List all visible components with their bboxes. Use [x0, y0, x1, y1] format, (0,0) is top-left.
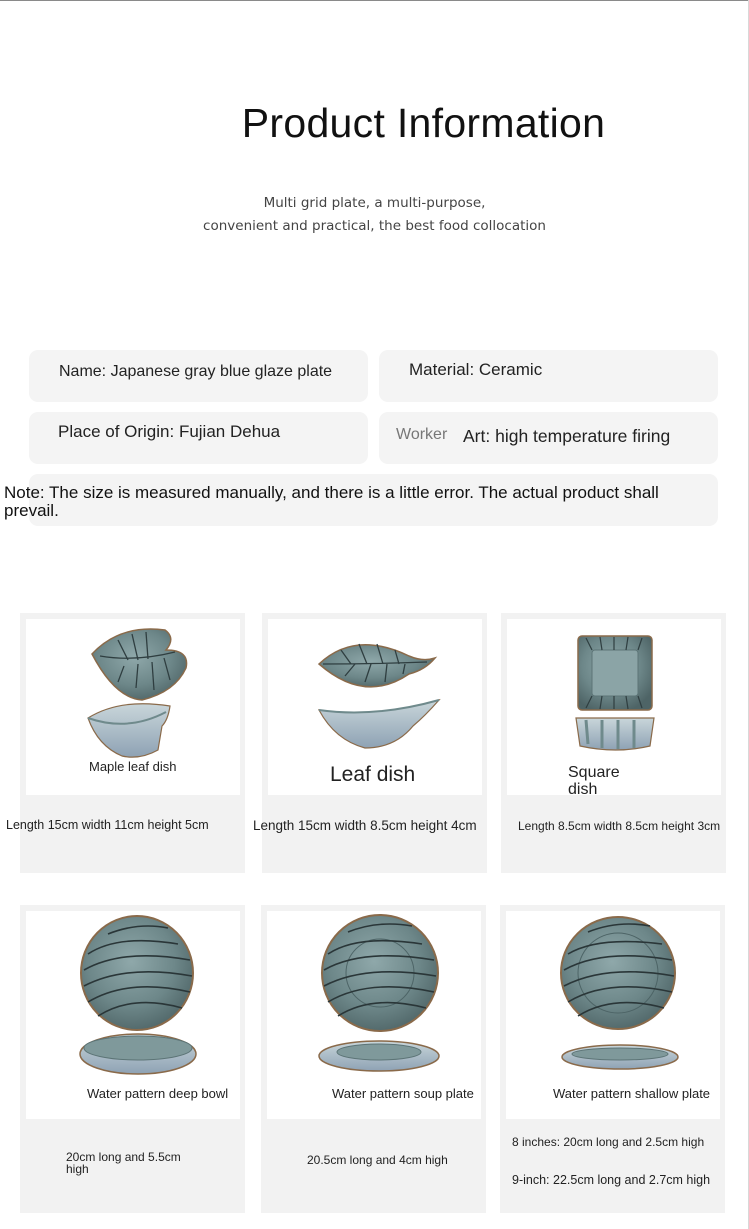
- size-note: Note: The size is measured manually, and there is a little error. The actual product shall prevail.: [4, 483, 659, 520]
- product-name: Water pattern soup plate: [332, 1086, 474, 1101]
- info-material-pill: [379, 350, 718, 402]
- product-spec: 20cm long and 5.5cm high: [66, 1150, 181, 1176]
- product-spec: Length 15cm width 11cm height 5cm: [6, 818, 209, 832]
- product-spec-8-inch: 8 inches: 20cm long and 2.5cm high: [512, 1135, 705, 1149]
- info-name-pill: [29, 350, 368, 402]
- product-name: Water pattern deep bowl: [87, 1086, 229, 1101]
- product-spec: Length 8.5cm width 8.5cm height 3cm: [518, 819, 721, 833]
- maple-leaf-dish-icon: [80, 622, 200, 762]
- info-name: Name: Japanese gray blue glaze plate: [59, 363, 333, 380]
- product-name: Square dish: [568, 764, 620, 798]
- info-art: Art: high temperature firing: [463, 426, 671, 446]
- top-border: [0, 0, 749, 1]
- leaf-dish-icon: [315, 630, 445, 750]
- product-name: Leaf dish: [330, 763, 416, 786]
- info-origin-pill: [29, 412, 368, 464]
- product-name: Water pattern shallow plate: [553, 1086, 711, 1101]
- subtitle-line-1: Multi grid plate, a multi-purpose,: [263, 195, 486, 211]
- product-name: Maple leaf dish: [89, 759, 177, 774]
- product-spec: 20.5cm long and 4cm high: [307, 1153, 448, 1167]
- page-subtitle: [0, 192, 749, 238]
- product-spec-9-inch: 9-inch: 22.5cm long and 2.7cm high: [512, 1173, 711, 1187]
- soup-plate-icon: [318, 914, 443, 1084]
- product-spec: Length 15cm width 8.5cm height 4cm: [253, 818, 477, 833]
- info-art-pill: [379, 412, 718, 464]
- info-material: Material: Ceramic: [409, 360, 543, 379]
- info-origin: Place of Origin: Fujian Dehua: [58, 422, 281, 441]
- square-dish-icon: [574, 632, 659, 757]
- page-title: Product Information: [241, 100, 606, 146]
- info-worker: Worker: [396, 426, 448, 443]
- subtitle-line-2: convenient and practical, the best food collocation: [203, 218, 546, 234]
- deep-bowl-icon: [78, 914, 198, 1084]
- shallow-plate-icon: [558, 916, 683, 1081]
